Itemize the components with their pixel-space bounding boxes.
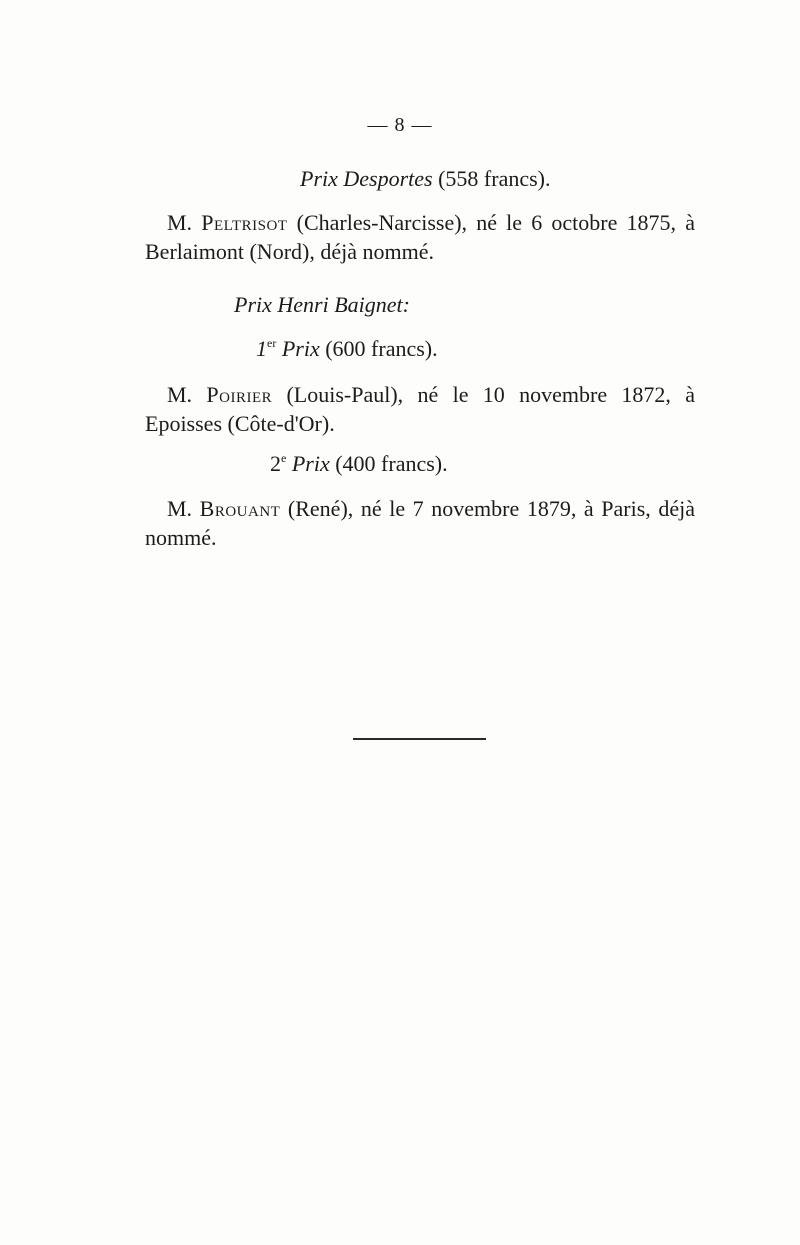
second-prize-heading: 2e Prix (400 francs). <box>270 451 448 476</box>
entry-brouant <box>145 494 695 552</box>
prix-desportes-title: Prix Desportes <box>300 166 433 191</box>
surname-brouant: Brouant <box>199 496 281 521</box>
entry-poirier-line-1: M. Poirier (Louis-Paul), né le 10 novembre 1872, à <box>167 382 695 407</box>
entry-peltrisot-line-1: M. Peltrisot (Charles-Narcisse), né le 6 octobre 1875, à <box>167 210 695 235</box>
surname-peltrisot: Peltrisot <box>201 210 288 235</box>
entry-poirier <box>145 380 695 438</box>
page-number: — 8 — <box>367 114 433 136</box>
entry-peltrisot <box>145 208 695 266</box>
closing-rule <box>353 738 486 740</box>
entry-brouant-line-1: M. Brouant (René), né le 7 novembre 1879, à Paris, déjà <box>167 496 696 521</box>
first-prize-heading: 1er Prix (600 francs). <box>256 336 438 361</box>
surname-poirier: Poirier <box>206 382 273 407</box>
prix-desportes-amount: (558 francs). <box>432 166 551 191</box>
entry-brouant-line-2: nommé. <box>145 525 217 550</box>
entry-poirier-line-2: Epoisses (Côte-d'Or). <box>145 411 335 436</box>
prix-baignet-heading: Prix Henri Baignet: <box>234 292 410 317</box>
entry-peltrisot-line-2: Berlaimont (Nord), déjà nommé. <box>145 239 434 264</box>
prix-desportes-heading <box>300 166 551 192</box>
